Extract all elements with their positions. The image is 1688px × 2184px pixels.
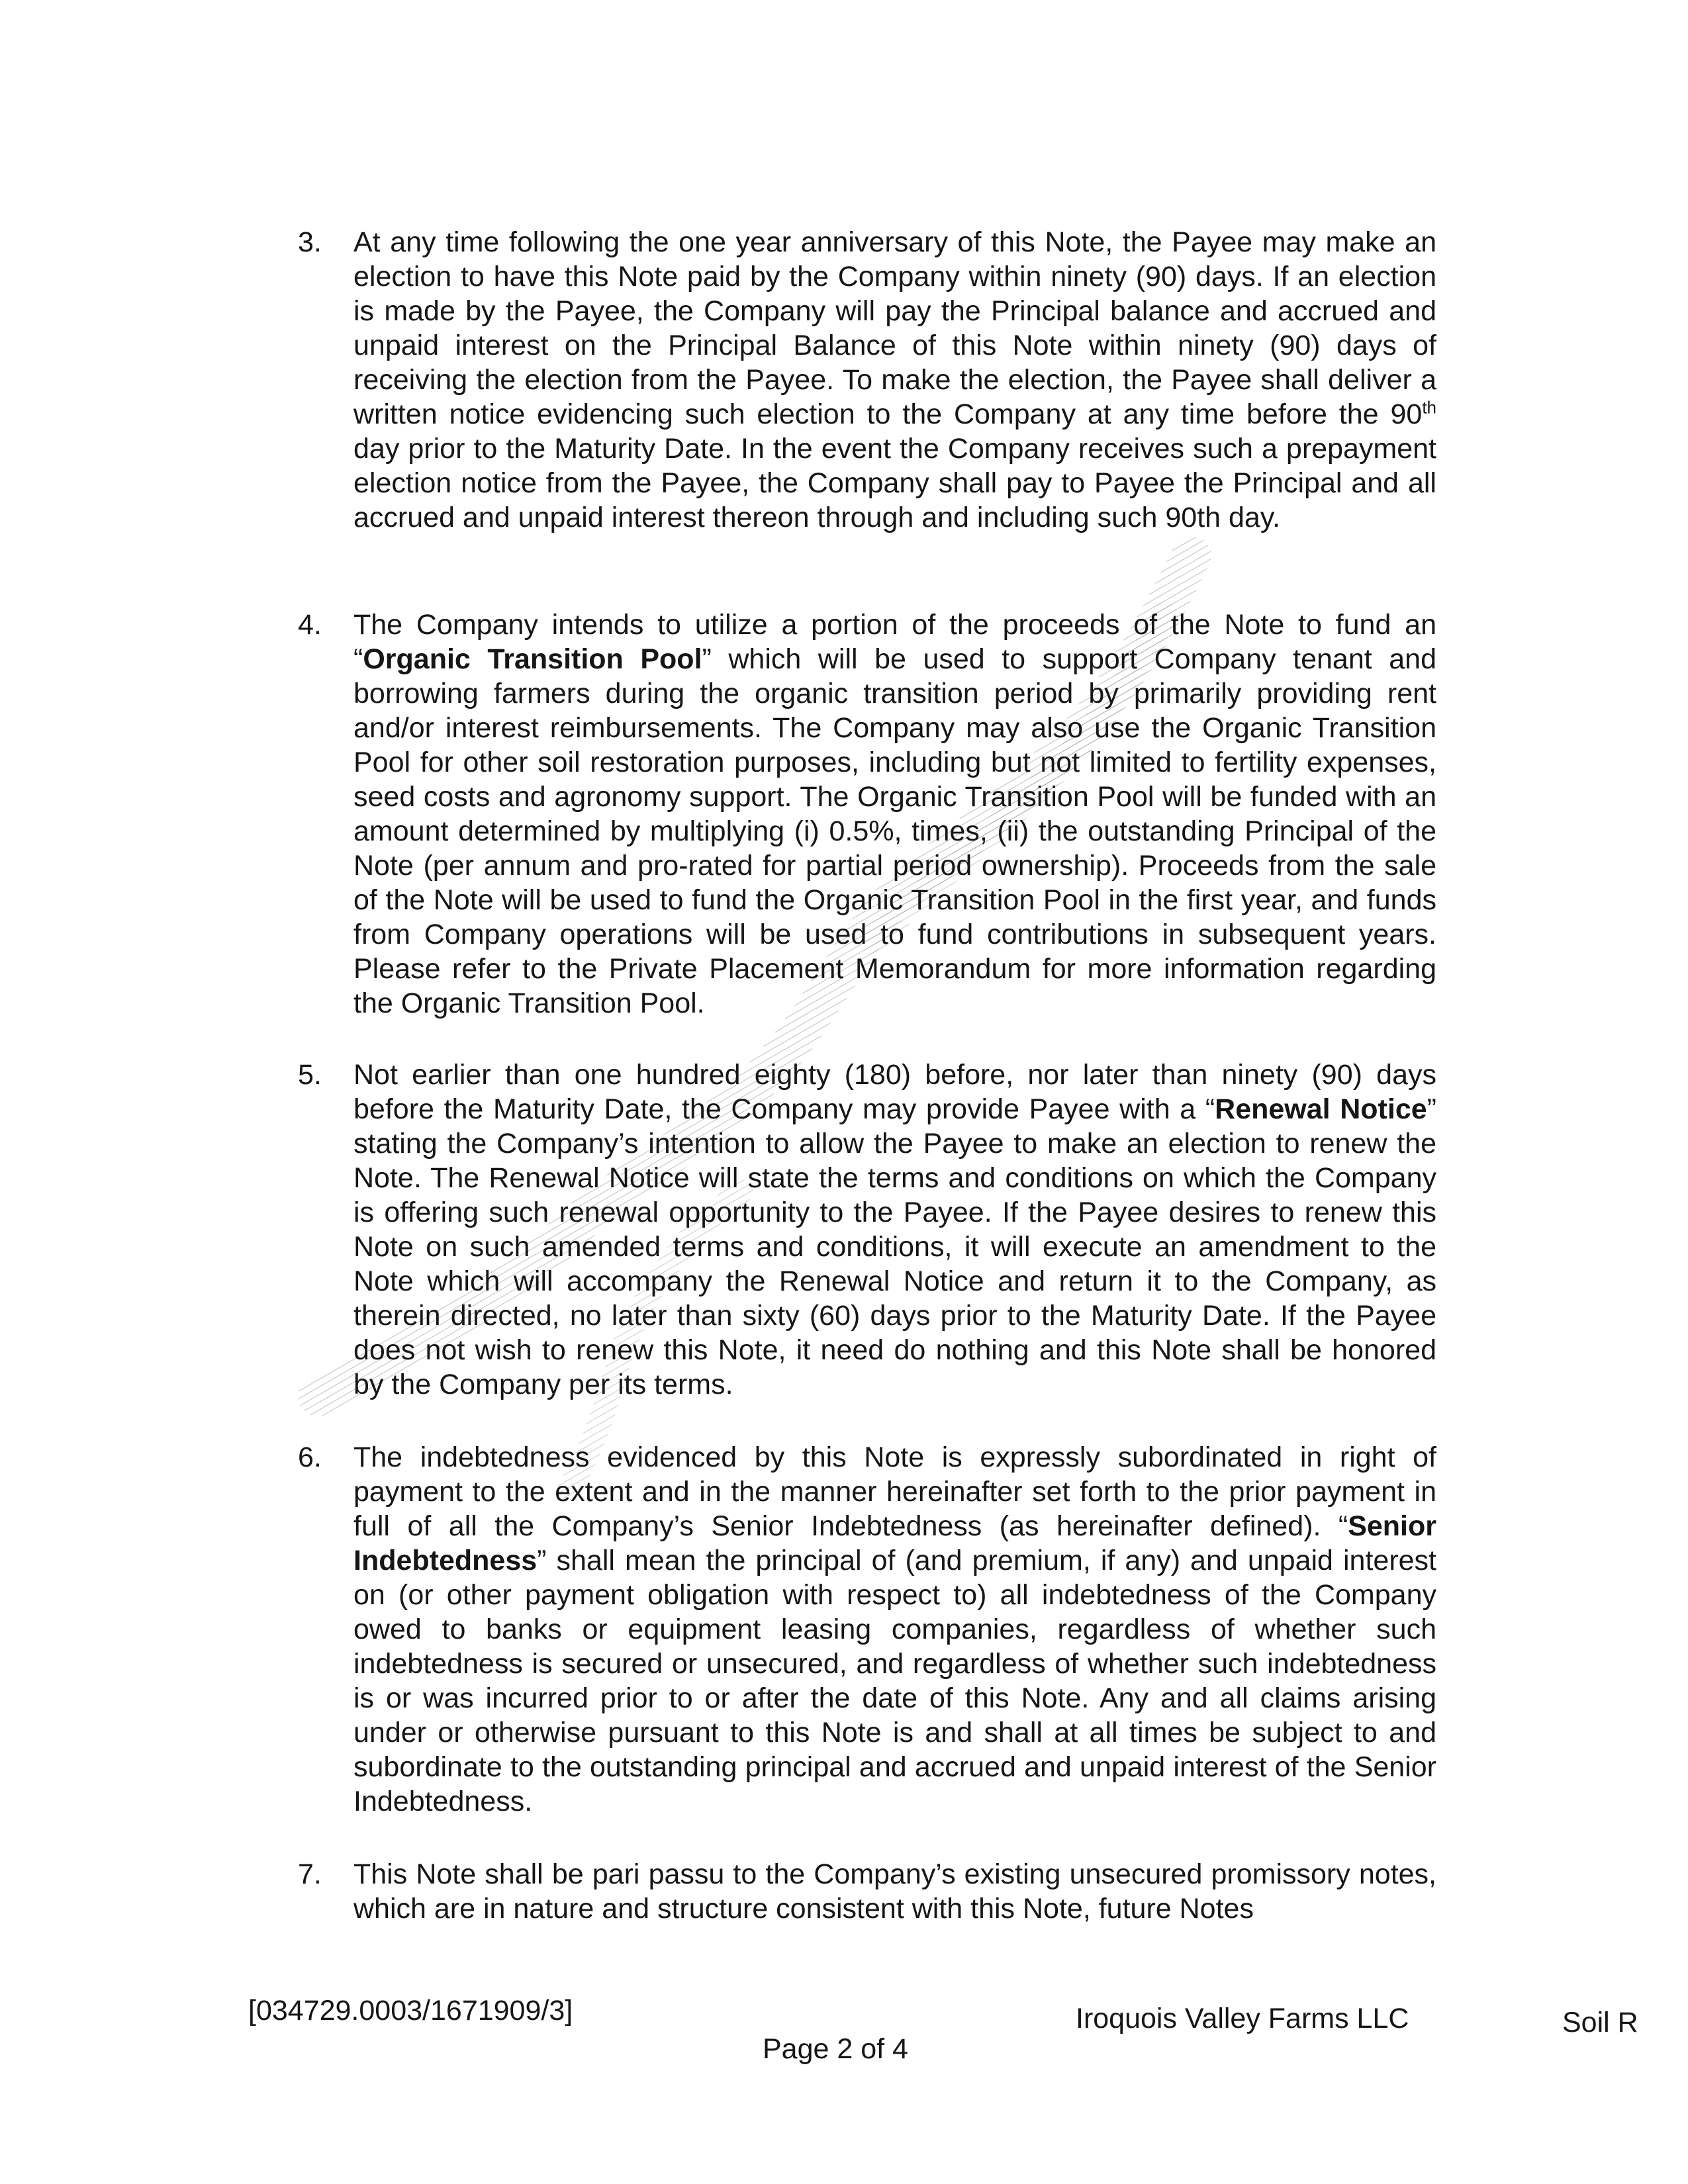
list-item-4 <box>298 608 1436 1021</box>
defined-term-senior-indebtedness: Senior Indebtedness <box>353 1510 1436 1576</box>
list-item-6 <box>298 1440 1436 1819</box>
item-text: The indebtedness evidenced by this Note is expressly subordinated in right of payment to the extent and in the manner hereinafter set forth to the prior payment in full of all the Company’s Senior Indebtedness (as hereinafter defined). “Senior Indebtedness” shall mean the principal of (and premium, if any) and unpaid interest on (or other payment obligation with respect to) all indebtedness of the Company owed to banks or equipment leasing companies, regardless of whether such indebtedness is secured or unsecured, and regardless of whether such indebtedness is or was incurred prior to or after the date of this Note. Any and all claims arising under or otherwise pursuant to this Note is and shall at all times be subject to and subordinate to the outstanding principal and accrued and unpaid interest of the Senior Indebtedness. <box>353 1441 1436 1817</box>
defined-term-renewal-notice: Renewal Notice <box>1215 1093 1427 1125</box>
item-number: 6. <box>298 1441 322 1473</box>
item-number: 7. <box>298 1858 322 1890</box>
item-text: Not earlier than one hundred eighty (180) before, nor later than ninety (90) days before the Maturity Date, the Company may provide Payee with a “Renewal Notice” stating the Company’s intention to allow the Payee to make an election to renew the Note. The Renewal Notice will state the terms and conditions on which the Company is offering such renewal opportunity to the Payee. If the Payee desires to renew this Note on such amended terms and conditions, it will execute an amendment to the Note which will accompany the Renewal Notice and return it to the Company, as therein directed, no later than sixty (60) days prior to the Maturity Date. If the Payee does not wish to renew this Note, it need do nothing and this Note shall be honored by the Company per its terms. <box>353 1059 1436 1400</box>
ordinal-superscript: th <box>1422 397 1436 418</box>
footer-series-label: Soil R <box>1562 2007 1638 2038</box>
list-item-7 <box>298 1857 1436 1926</box>
footer-company-name: Iroquois Valley Farms LLC <box>1076 2003 1409 2034</box>
item-number: 3. <box>298 226 322 258</box>
item-number: 4. <box>298 609 322 641</box>
item-text: At any time following the one year anniversary of this Note, the Payee may make an election to have this Note paid by the Company within ninety (90) days. If an election is made by the Payee, the Company will pay the Principal balance and accrued and unpaid interest on the Principal Balance of this Note within ninety (90) days of receiving the election from the Payee. To make the election, the Payee shall deliver a written notice evidencing such election to the Company at any time before the 90th day prior to the Maturity Date. In the event the Company receives such a prepayment election notice from the Payee, the Company shall pay to Payee the Principal and all accrued and unpaid interest thereon through and including such 90th day. <box>353 226 1436 533</box>
footer-document-id: [034729.0003/1671909/3] <box>248 1995 573 2026</box>
item-text: This Note shall be pari passu to the Company’s existing unsecured promissory notes, which are in nature and structure consistent with this Note, future Notes <box>353 1858 1436 1925</box>
item-number: 5. <box>298 1059 322 1091</box>
footer-page-number: Page 2 of 4 <box>763 2033 908 2065</box>
list-item-5 <box>298 1058 1436 1402</box>
list-item-3 <box>298 225 1436 535</box>
item-text: The Company intends to utilize a portion of the proceeds of the Note to fund an “Organic Transition Pool” which will be used to support Company tenant and borrowing farmers during the organic transition period by primarily providing rent and/or interest reimbursements. The Company may also use the Organic Transition Pool for other soil restoration purposes, including but not limited to fertility expenses, seed costs and agronomy support. The Organic Transition Pool will be funded with an amount determined by multiplying (i) 0.5%, times, (ii) the outstanding Principal of the Note (per annum and pro-rated for partial period ownership). Proceeds from the sale of the Note will be used to fund the Organic Transition Pool in the first year, and funds from Company operations will be used to fund contributions in subsequent years. Please refer to the Private Placement Memorandum for more information regarding the Organic Transition Pool. <box>353 609 1436 1019</box>
defined-term-organic-transition-pool: Organic Transition Pool <box>363 643 702 675</box>
